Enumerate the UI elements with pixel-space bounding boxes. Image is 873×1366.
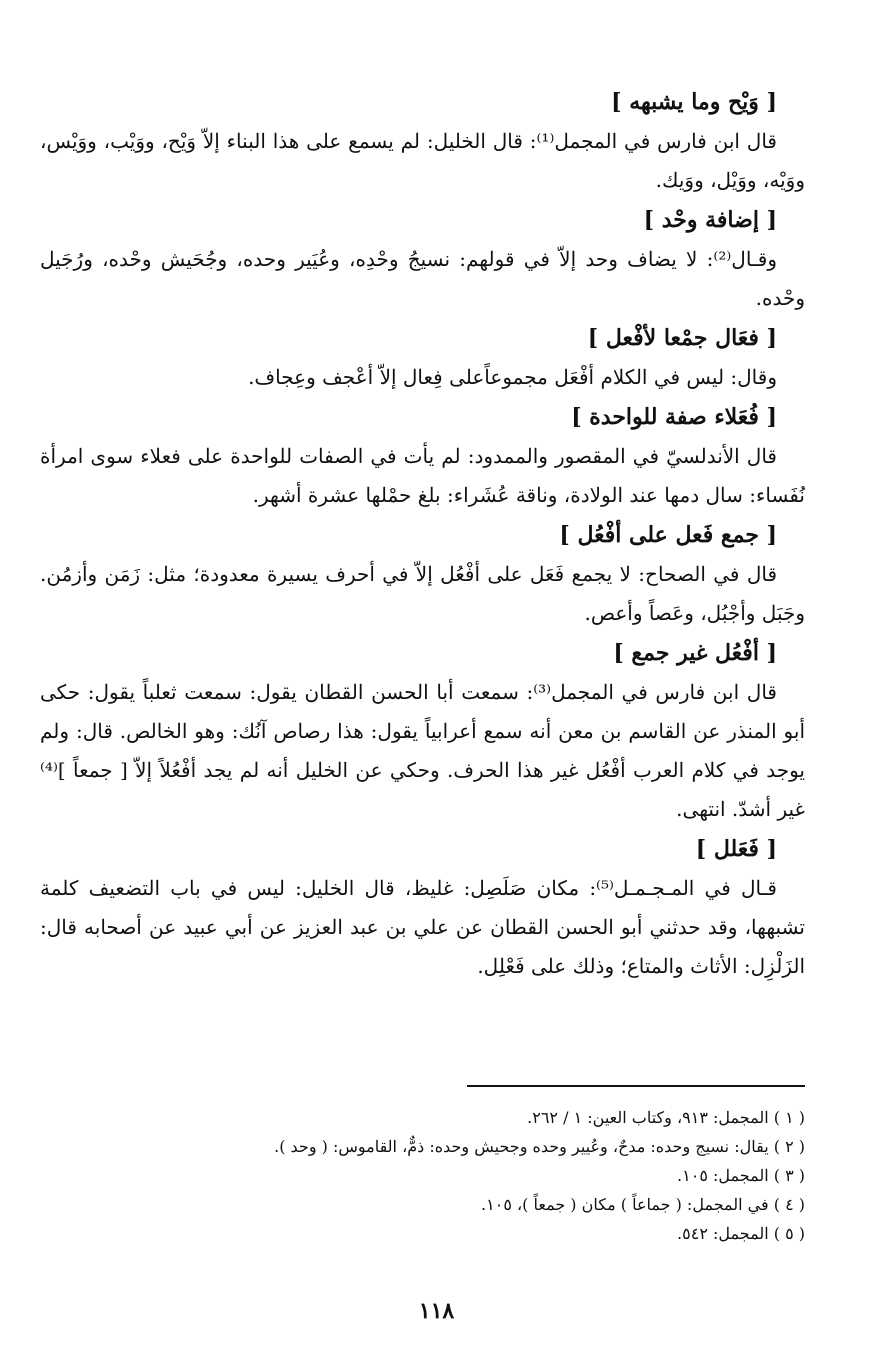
section-heading: [ إضافة وحْد ] bbox=[643, 207, 777, 233]
section-heading: [ فُعَلاء صفة للواحدة ] bbox=[571, 404, 777, 430]
footnote: ( ١ ) المجمل: ٩١٣، وكتاب العين: ١ / ٢٦٢. bbox=[527, 1108, 805, 1127]
section-heading: [ جمع فَعل على أفْعُل ] bbox=[559, 522, 777, 548]
section-paragraph: وقـال⁽²⁾: لا يضاف وحد إلاّ في قولهم: نسيجُ وحْدِه، وعُيَير وحده، وجُحَيش وحْده، ورُجَيل وحْده. bbox=[40, 247, 805, 310]
section-paragraph: قـال في المـجـمـل⁽⁵⁾: مكان صَلَصِل: غليظ، قال الخليل: ليس في باب التضعيف كلمة تشبهها، وقد حدثني أبو الحسن القطان عن علي بن عبد العزيز عن أبي عبيد عن أصحابه قال: الزَلْزِل: الأثاث والمتاع؛ وذلك على فَعْلِل. bbox=[40, 876, 805, 978]
footnote: ( ٢ ) يقال: نسيج وحده: مدحٌ، وعُيير وحده وجحيش وحده: ذمٌّ، القاموس: ( وحد ). bbox=[274, 1137, 805, 1156]
main-text bbox=[40, 82, 805, 986]
section-paragraph: قال في الصحاح: لا يجمع فَعَل على أفْعُل إلاّ في أحرف يسيرة معدودة؛ مثل: زَمَن وأزمُن. وجَبَل وأجْبُل، وعَصاً وأعص. bbox=[40, 562, 805, 625]
section-paragraph: قال ابن فارس في المجمل⁽¹⁾: قال الخليل: لم يسمع على هذا البناء إلاّ وَيْح، ووَيْب، ووَيْس، ووَيْه، ووَيْل، ووَيك. bbox=[40, 129, 805, 192]
section-paragraph: قال ابن فارس في المجمل⁽³⁾: سمعت أبا الحسن القطان يقول: سمعت ثعلباً يقول: حكى أبو المنذر عن القاسم بن معن أنه سمع أعرابياً يقول: هذا رصاص آنُك: وهو الخالص. قال: ولم يوجد في كلام العرب أفْعُل غير هذا الحرف. وحكي عن الخليل أنه لم يجد أفْعُلاً إلاّ [ جمعاً ]⁽⁴⁾ غير أشدّ. انتهى. bbox=[40, 680, 805, 821]
footnote-divider bbox=[467, 1085, 805, 1087]
footnote: ( ٥ ) المجمل: ٥٤٢. bbox=[677, 1224, 805, 1243]
section-heading: [ فعَال جمْعا لأفْعل ] bbox=[587, 325, 777, 351]
section-heading: [ وَيْح وما يشبهه ] bbox=[611, 89, 777, 115]
section-paragraph: وقال: ليس في الكلام أفْعَل مجموعاًعلى فِعال إلاّ أعْجف وعِجاف. bbox=[248, 365, 777, 389]
section-heading: [ أفْعُل غير جمع ] bbox=[613, 640, 777, 666]
footnotes bbox=[40, 1103, 805, 1248]
footnote: ( ٣ ) المجمل: ١٠٥. bbox=[677, 1166, 805, 1185]
footnote: ( ٤ ) في المجمل: ( جماعاً ) مكان ( جمعاً )، ١٠٥. bbox=[481, 1195, 805, 1214]
section-heading: [ فَعَلل ] bbox=[695, 836, 777, 862]
section-paragraph: قال الأندلسيّ في المقصور والممدود: لم يأت في الصفات للواحدة على فعلاء سوى امرأة نُفَساء: سال دمها عند الولادة، وناقة عُشَراء: بلغ حمْلها عشرة أشهر. bbox=[40, 444, 805, 507]
page-number: ١١٨ bbox=[418, 1298, 455, 1324]
